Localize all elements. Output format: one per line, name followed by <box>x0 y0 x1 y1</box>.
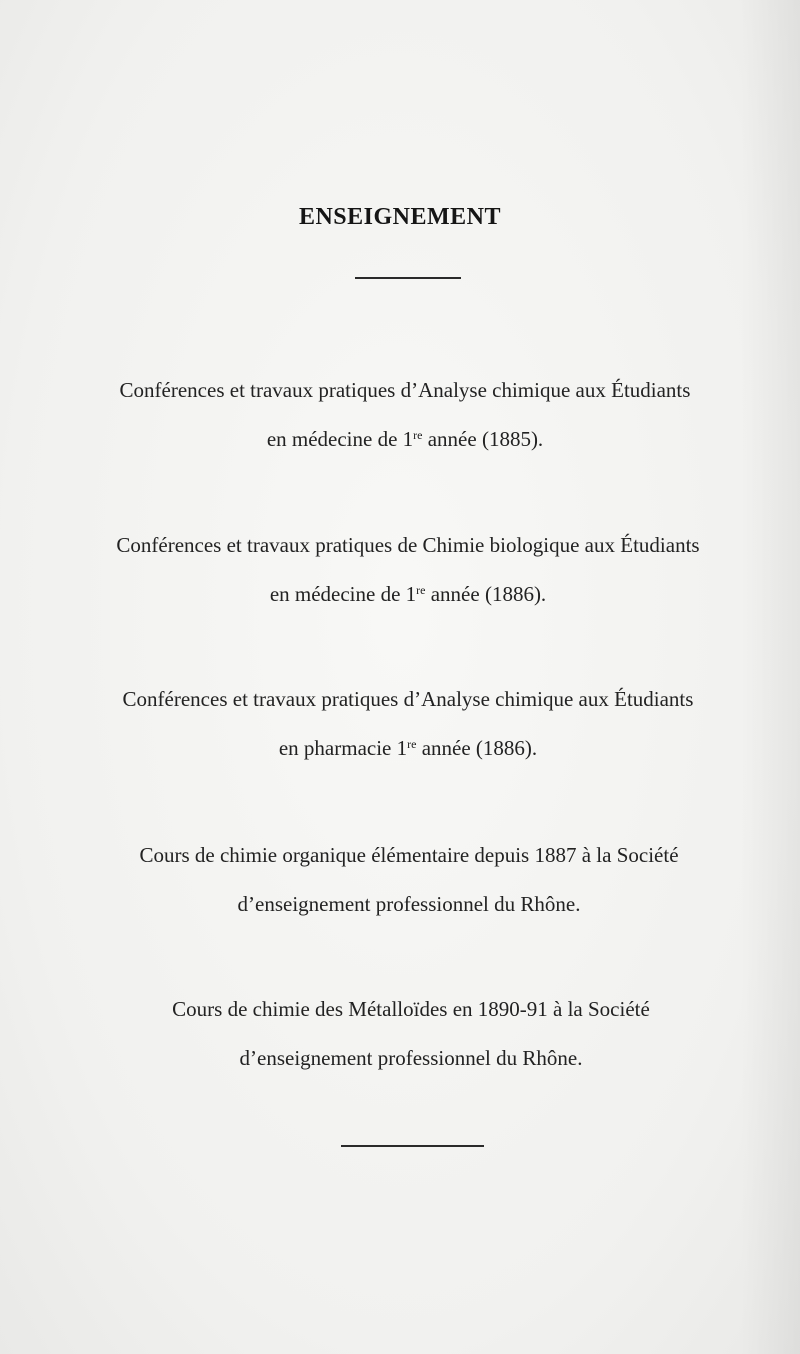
entry-line-2: d’enseignement professionnel du Rhône. <box>239 1046 583 1070</box>
entry-line-1: Cours de chimie organique élémentaire depuis 1887 à la Société <box>139 843 679 867</box>
ordinal-superscript: re <box>413 428 423 442</box>
top-divider-rule <box>355 277 461 279</box>
teaching-entry <box>0 378 800 452</box>
entry-line-2 <box>10 427 800 452</box>
entry-line-2-year: année (1886). <box>425 582 547 606</box>
entry-line-2-year: année (1885). <box>422 427 544 451</box>
ordinal-superscript: re <box>407 737 417 751</box>
entry-line-1: Conférences et travaux pratiques d’Analyse chimique aux Étudiants <box>122 687 694 711</box>
entry-line-1: Conférences et travaux pratiques de Chimie biologique aux Étudiants <box>116 533 700 557</box>
entry-line-2: d’enseignement professionnel du Rhône. <box>237 892 581 916</box>
ordinal-superscript: re <box>416 583 426 597</box>
page-heading: ENSEIGNEMENT <box>298 204 502 230</box>
entry-line-1: Conférences et travaux pratiques d’Analyse chimique aux Étudiants <box>119 378 691 402</box>
teaching-entry <box>0 997 800 1071</box>
entry-line-2 <box>16 736 800 761</box>
bottom-divider-rule <box>341 1145 484 1147</box>
entry-line-2-text: en pharmacie 1 <box>278 736 408 760</box>
entry-line-2 <box>16 582 800 607</box>
entry-line-2-text: en médecine de 1 <box>266 427 414 451</box>
entry-line-2-year: année (1886). <box>416 736 538 760</box>
teaching-entry <box>0 687 800 761</box>
teaching-entry <box>0 533 800 607</box>
entry-line-2-text: en médecine de 1 <box>269 582 417 606</box>
teaching-entry <box>0 843 800 917</box>
entry-line-1: Cours de chimie des Métalloïdes en 1890-91 à la Société <box>172 997 650 1021</box>
